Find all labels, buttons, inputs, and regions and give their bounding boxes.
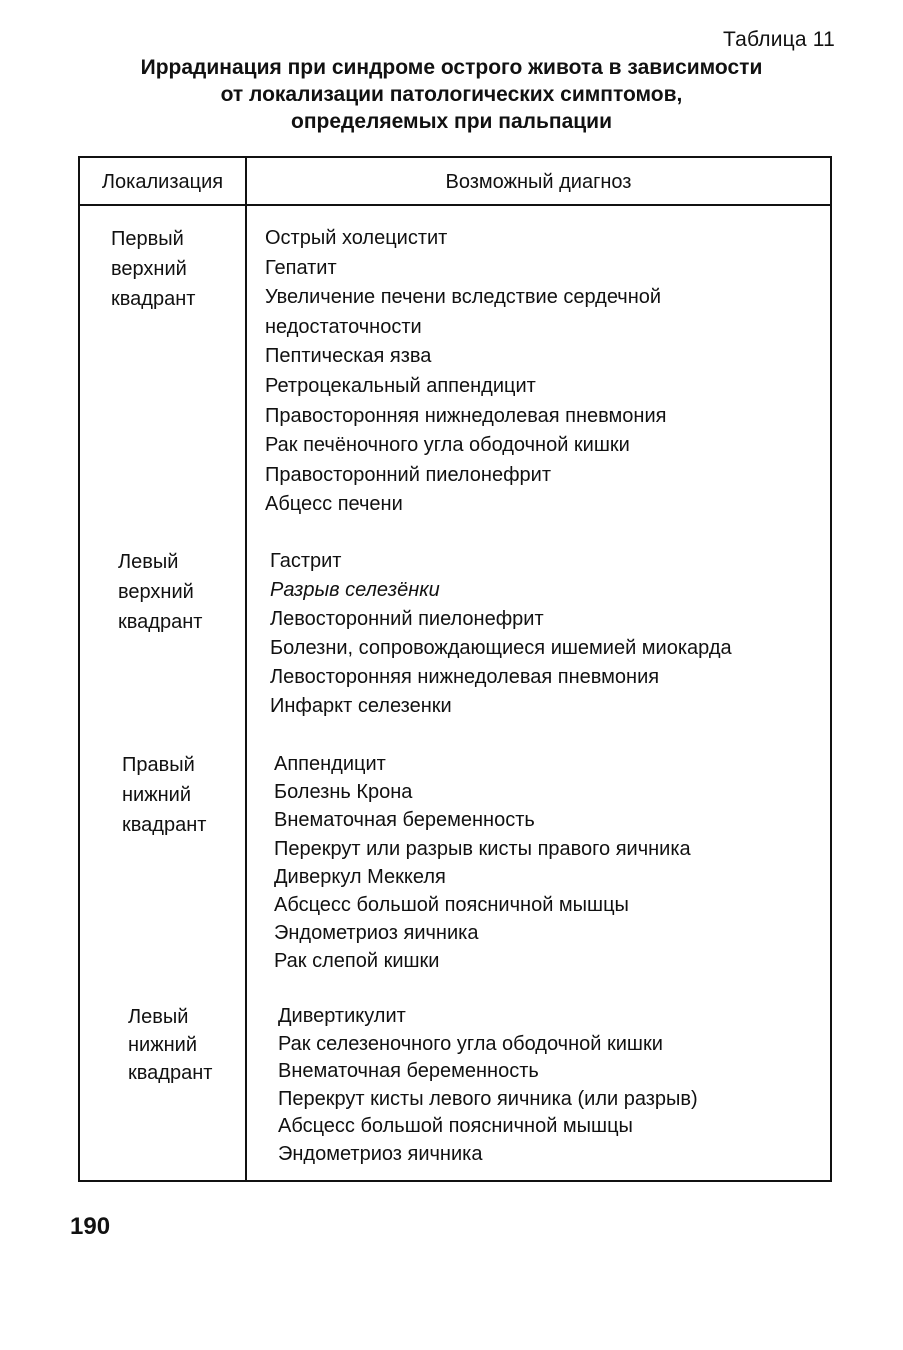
diagnosis-table	[78, 156, 832, 1182]
diagnosis-item: Внематочная беременность	[274, 809, 535, 832]
diagnosis-list-left-lower	[278, 1003, 698, 1169]
header-localization: Локализация	[101, 171, 224, 193]
title-line-2: от локализации патологических симптомов,	[220, 83, 683, 106]
region-label-line: квадрант	[122, 814, 207, 836]
table-title	[0, 54, 903, 135]
region-label-left-upper	[118, 547, 202, 637]
region-label-line: квадрант	[128, 1062, 213, 1084]
diagnosis-item: Правосторонний пиелонефрит	[265, 463, 551, 486]
diagnosis-item: Перекрут кисты левого яичника (или разрыв)	[278, 1087, 698, 1110]
diagnosis-item: Абсцесс большой поясничной мышцы	[278, 1115, 633, 1138]
diagnosis-item: Диверкул Меккеля	[274, 865, 446, 888]
header-diagnosis: Возможный диагноз	[445, 171, 632, 193]
region-label-line: квадрант	[118, 611, 203, 633]
diagnosis-item: Острый холецистит	[265, 227, 448, 249]
diagnosis-item: Увеличение печени вследствие сердечной	[265, 286, 662, 309]
region-label-right-upper	[111, 224, 195, 314]
title-line-1: Иррадинация при синдроме острого живота в зависимости	[140, 56, 763, 79]
region-label-line: нижний	[128, 1034, 197, 1056]
diagnosis-item: Инфаркт селезенки	[270, 695, 452, 717]
table-number: Таблица 11	[723, 28, 835, 51]
region-label-line: Правый	[122, 754, 195, 776]
diagnosis-item: Абсцесс большой поясничной мышцы	[274, 894, 629, 917]
diagnosis-item: Левосторонняя нижнедолевая пневмония	[270, 666, 660, 688]
diagnosis-item: недостаточности	[265, 315, 422, 338]
title-line-3: определяемых при пальпации	[291, 110, 612, 133]
diagnosis-item: Эндометриоз яичника	[274, 922, 479, 945]
region-label-line: Левый	[128, 1006, 189, 1028]
diagnosis-list-left-upper	[270, 547, 732, 721]
region-label-line: верхний	[118, 581, 194, 603]
diagnosis-list-right-upper	[265, 224, 666, 520]
diagnosis-item: Внематочная беременность	[278, 1060, 539, 1083]
diagnosis-item: Гастрит	[270, 550, 342, 572]
region-label-left-lower	[128, 1003, 212, 1087]
column-divider	[245, 158, 247, 1180]
diagnosis-item: Абцесс печени	[265, 493, 403, 516]
diagnosis-item: Болезнь Крона	[274, 781, 413, 804]
region-label-line: Первый	[111, 228, 184, 250]
diagnosis-item: Болезни, сопровождающиеся ишемией миокарда	[270, 637, 732, 659]
diagnosis-item: Аппендицит	[274, 753, 386, 775]
diagnosis-item: Левосторонний пиелонефрит	[270, 608, 544, 630]
region-label-line: квадрант	[111, 288, 196, 310]
diagnosis-item: Гепатит	[265, 256, 337, 279]
diagnosis-item: Эндометриоз яичника	[278, 1142, 483, 1165]
diagnosis-item: Дивертикулит	[278, 1005, 406, 1027]
diagnosis-item: Пептическая язва	[265, 345, 432, 368]
diagnosis-item: Рак печёночного угла ободочной кишки	[265, 434, 630, 457]
diagnosis-item: Ретроцекальный аппендицит	[265, 374, 536, 397]
diagnosis-list-right-lower	[274, 750, 691, 976]
diagnosis-item: Рак слепой кишки	[274, 950, 440, 973]
diagnosis-item: Рак селезеночного угла ободочной кишки	[278, 1032, 663, 1055]
diagnosis-item: Разрыв селезёнки	[270, 579, 440, 601]
region-label-line: нижний	[122, 784, 191, 806]
diagnosis-item: Правосторонняя нижнедолевая пневмония	[265, 404, 667, 427]
header-divider	[80, 204, 830, 206]
region-label-line: Левый	[118, 551, 179, 573]
region-label-line: верхний	[111, 258, 187, 280]
diagnosis-item: Перекрут или разрыв кисты правого яичника	[274, 837, 691, 860]
region-label-right-lower	[122, 750, 206, 840]
page-number: 190	[70, 1213, 111, 1240]
